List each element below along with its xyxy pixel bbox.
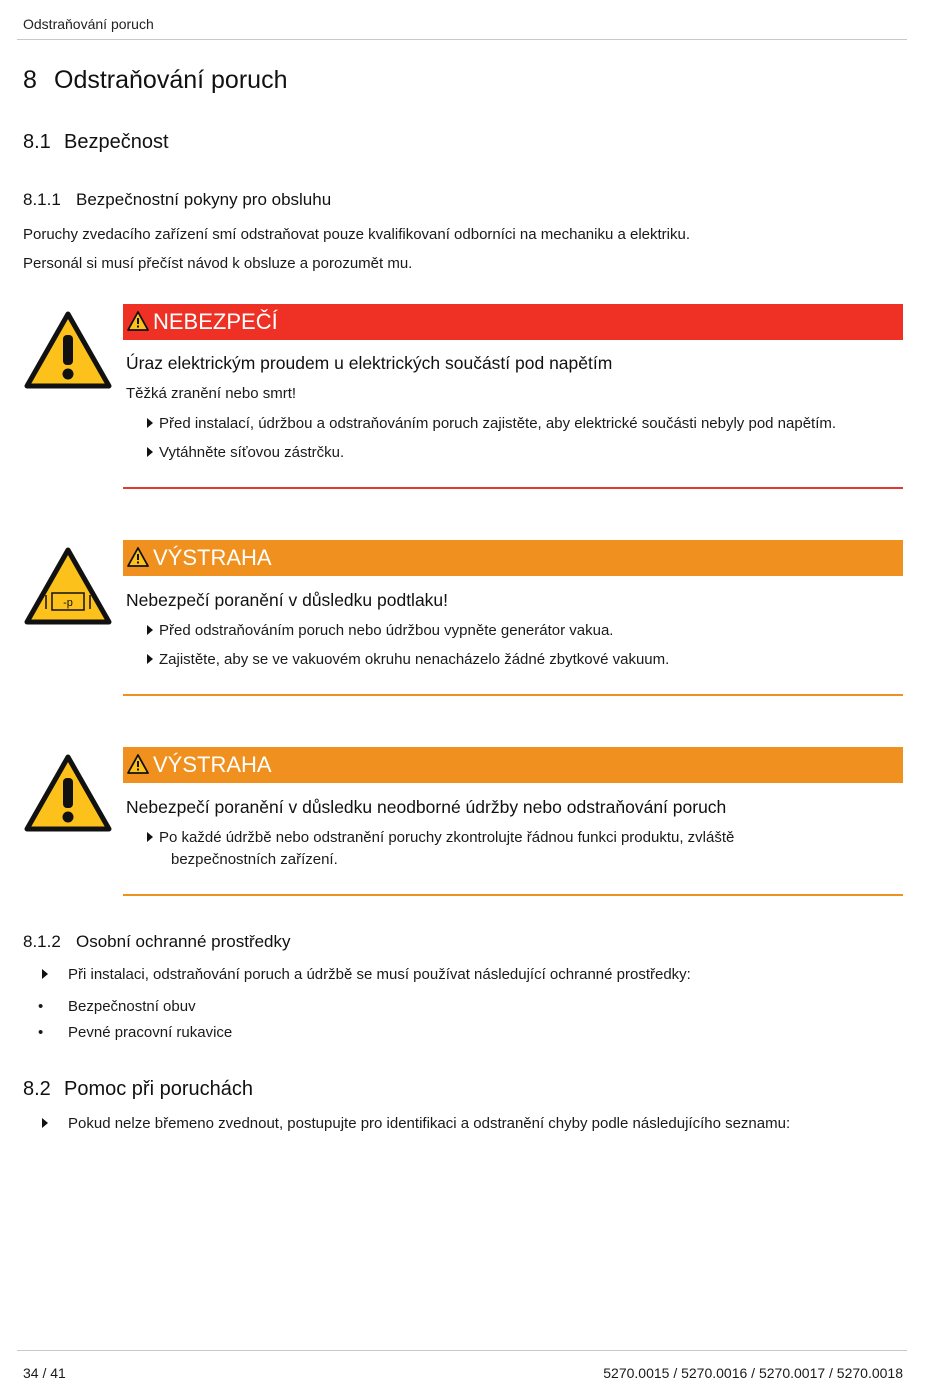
warning-triangle-icon — [127, 311, 149, 331]
sign-text: -p — [63, 597, 73, 609]
instruction-step — [42, 966, 691, 983]
notice-end-rule — [123, 894, 903, 896]
running-header: Odstraňování poruch — [23, 16, 154, 32]
general-warning-sign-icon — [24, 311, 112, 389]
bullet-icon: • — [38, 1024, 44, 1041]
instruction-continuation: bezpečnostních zařízení. — [171, 851, 338, 868]
arrow-right-icon — [147, 625, 153, 635]
notice-title: Nebezpečí poranění v důsledku neodborné údržby nebo odstraňování poruch — [126, 797, 727, 817]
subsection-number: 8.1.2 — [23, 932, 61, 951]
chapter-heading — [23, 66, 287, 95]
arrow-right-icon — [147, 418, 153, 428]
danger-banner — [123, 304, 903, 340]
warning-triangle-icon — [127, 547, 149, 567]
instruction-text: Pokud nelze břemeno zvednout, postupujte pro identifikaci a odstranění chyby podle následujícího seznamu: — [68, 1115, 791, 1132]
instruction-text: Vytáhněte síťovou zástrčku. — [159, 444, 345, 461]
vacuum-warning-sign-icon — [24, 547, 112, 625]
warning-banner — [123, 540, 903, 576]
notice-end-rule — [123, 487, 903, 489]
notice-end-rule — [123, 694, 903, 696]
section-number: 8.2 — [23, 1078, 51, 1100]
subsection-heading-8-1-1 — [23, 190, 331, 210]
section-title: Pomoc při poruchách — [64, 1078, 253, 1100]
arrow-right-icon — [42, 1118, 48, 1128]
subsection-heading-8-1-2 — [23, 932, 291, 952]
notice-instruction — [147, 444, 344, 461]
list-item: Bezpečnostní obuv — [68, 998, 196, 1015]
instruction-text: Zajistěte, aby se ve vakuovém okruhu nenacházelo žádné zbytkové vakuum. — [159, 651, 670, 668]
notice-instruction — [147, 415, 836, 432]
notice-instruction — [147, 829, 734, 846]
subsection-title: Osobní ochranné prostředky — [76, 932, 291, 951]
notice-instruction — [147, 622, 613, 639]
header-divider — [17, 39, 907, 40]
arrow-right-icon — [42, 969, 48, 979]
instruction-text: Po každé údržbě nebo odstranění poruchy zkontrolujte řádnou funkci produktu, zvláště — [159, 829, 735, 846]
notice-title: Úraz elektrickým proudem u elektrických součástí pod napětím — [126, 353, 613, 373]
page-number: 34 / 41 — [23, 1365, 66, 1381]
footer-divider — [17, 1350, 907, 1351]
banner-label: VÝSTRAHA — [153, 752, 272, 777]
instruction-text: Před instalací, údržbou a odstraňováním poruch zajistěte, aby elektrické součásti nebyly pod napětím. — [159, 415, 837, 432]
arrow-right-icon — [147, 447, 153, 457]
warning-banner — [123, 747, 903, 783]
notice-instruction — [147, 651, 669, 668]
section-heading-8-2 — [23, 1078, 253, 1101]
notice-consequence: Těžká zranění nebo smrt! — [126, 385, 297, 402]
section-number: 8.1 — [23, 131, 51, 153]
notice-title: Nebezpečí poranění v důsledku podtlaku! — [126, 590, 449, 610]
banner-label: VÝSTRAHA — [153, 545, 272, 570]
warning-triangle-icon — [127, 754, 149, 774]
section-heading-8-1 — [23, 131, 169, 154]
subsection-title: Bezpečnostní pokyny pro obsluhu — [76, 190, 332, 209]
paragraph: Poruchy zvedacího zařízení smí odstraňovat pouze kvalifikovaní odborníci na mechaniku a elektriku. — [23, 226, 691, 243]
document-numbers: 5270.0015 / 5270.0016 / 5270.0017 / 5270.0018 — [603, 1365, 903, 1381]
instruction-text: Při instalaci, odstraňování poruch a údržbě se musí používat následující ochranné prostředky: — [68, 966, 691, 983]
general-warning-sign-icon — [24, 754, 112, 832]
chapter-title: Odstraňování poruch — [54, 66, 288, 94]
list-item: Pevné pracovní rukavice — [68, 1024, 233, 1041]
arrow-right-icon — [147, 654, 153, 664]
bullet-icon: • — [38, 998, 44, 1015]
chapter-number: 8 — [23, 66, 37, 94]
arrow-right-icon — [147, 832, 153, 842]
instruction-text: Před odstraňováním poruch nebo údržbou vypněte generátor vakua. — [159, 622, 614, 639]
paragraph: Personál si musí přečíst návod k obsluze a porozumět mu. — [23, 255, 413, 272]
instruction-step — [42, 1115, 791, 1132]
subsection-number: 8.1.1 — [23, 190, 61, 209]
section-title: Bezpečnost — [64, 131, 169, 153]
banner-label: NEBEZPEČÍ — [153, 309, 278, 334]
